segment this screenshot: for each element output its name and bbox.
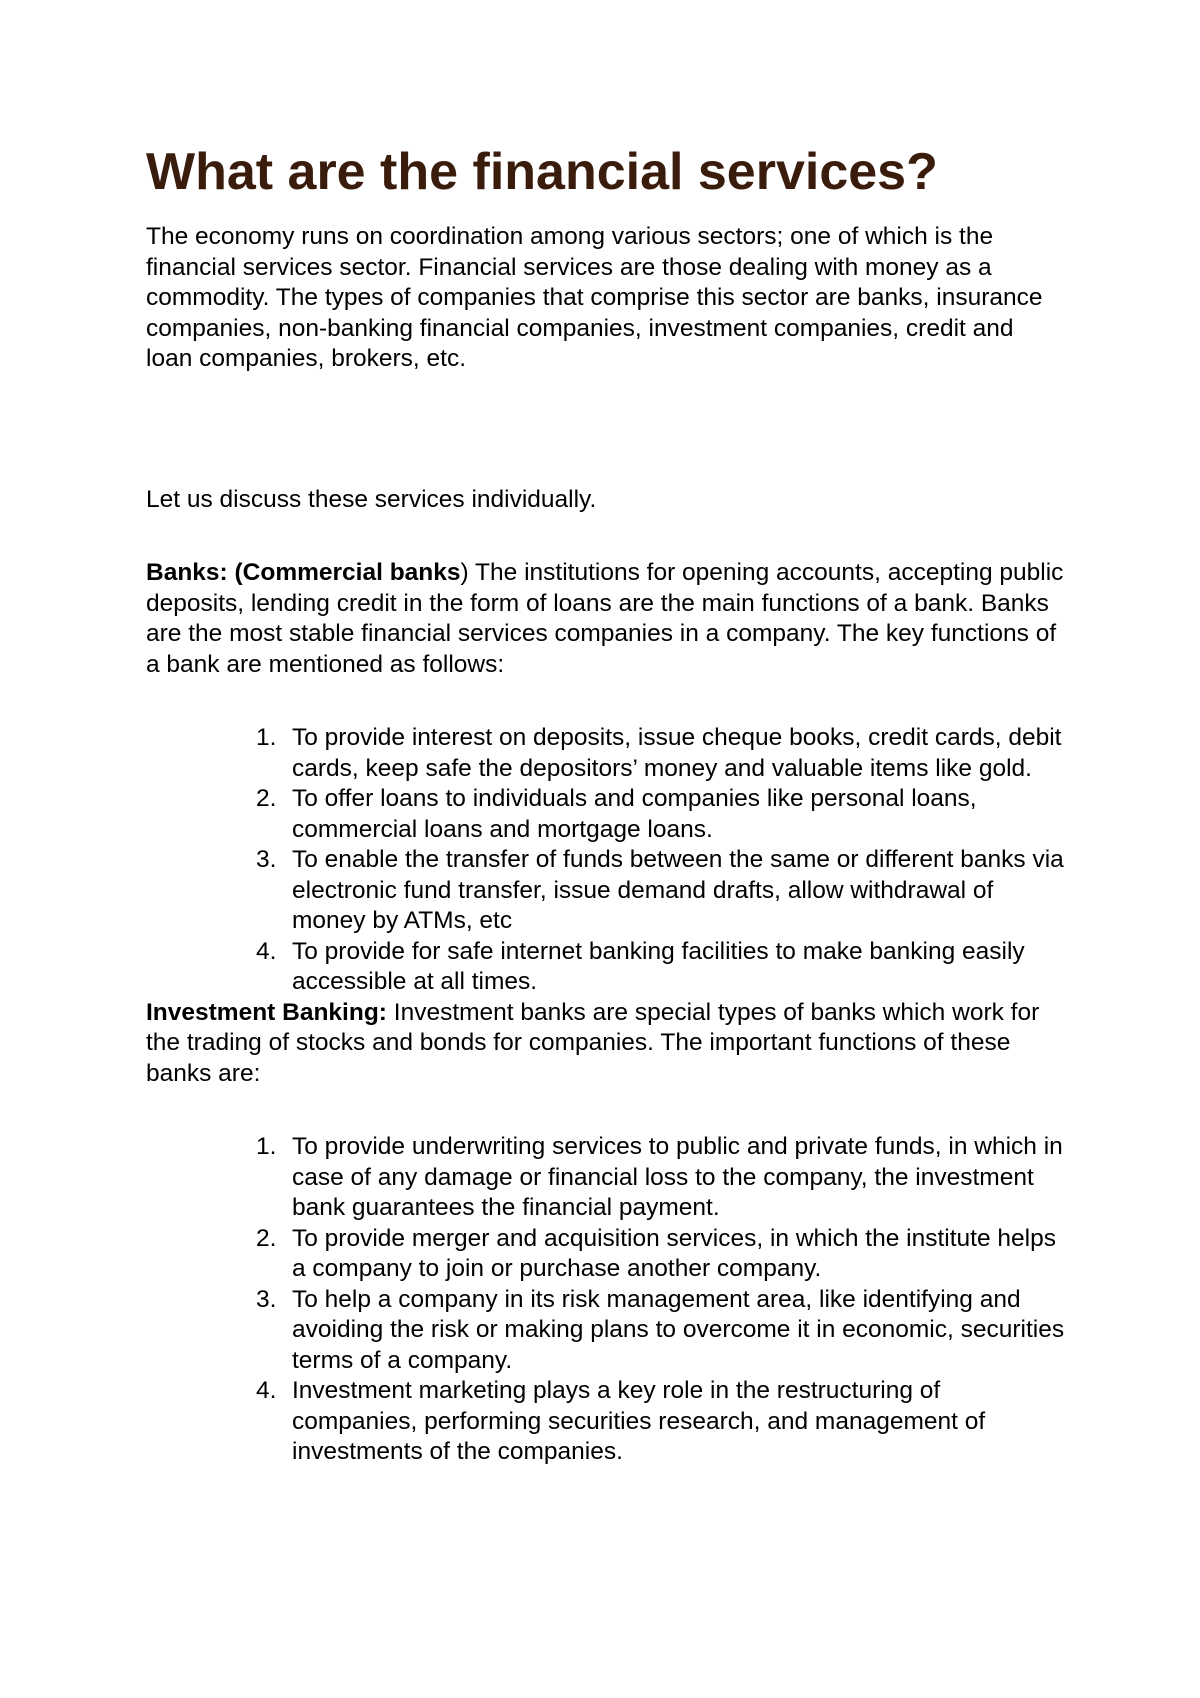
list-item-number: 2. [256,785,277,812]
list-item-number: 1. [256,724,277,751]
investment-paragraph [146,998,1066,1090]
list-item-number: 1. [256,1133,277,1160]
list-item-number: 3. [256,846,277,873]
list-item-text: To help a company in its risk management area, like identifying and avoiding the risk or making plans to overcome it in economic, securities terms of a company. [292,1285,1065,1374]
document-body [146,140,1066,1468]
investment-text: Investment banks are special types of banks which work for the trading of stocks and bonds for companies. The important functions of these banks are: [146,998,1040,1087]
list-item-text: To offer loans to individuals and companies like personal loans, commercial loans and mortgage loans. [292,785,977,843]
document-title: What are the financial services? [146,143,938,201]
list-item [146,937,1066,998]
list-item-number: 3. [256,1285,277,1313]
list-item [146,1132,1066,1224]
discuss-paragraph: Let us discuss these services individually. [146,485,597,513]
list-item-text: To provide for safe internet banking facilities to make banking easily accessible at all times. [292,937,1025,995]
banks-paragraph [146,558,1066,680]
list-item-text: To provide merger and acquisition services, in which the institute helps a company to join or purchase another company. [292,1224,1056,1282]
list-item [146,1376,1066,1468]
list-item-number: 4. [256,937,277,965]
list-item-number: 2. [256,1224,277,1252]
banks-text: ) The institutions for opening accounts, accepting public deposits, lending credit in the form of loans are the main functions of a bank. Banks are the most stable financial services companies in a company. The key functions of a bank are mentioned as follows: [146,559,1064,678]
list-item [146,784,1066,845]
list-item-text: To enable the transfer of funds between the same or different banks via electronic fund transfer, issue demand drafts, allow withdrawal of money by ATMs, etc [292,846,1064,934]
banks-functions-list [146,723,1066,998]
list-item [146,845,1066,937]
list-item [146,1285,1066,1377]
intro-paragraph: The economy runs on coordination among various sectors; one of which is the financial services sector. Financial services are those dealing with money as a commodity. The types of companies that comprise this sector are banks, insurance companies, non-banking financial companies, investment companies, credit and loan companies, brokers, etc. [146,223,1043,372]
list-item-text: To provide underwriting services to public and private funds, in which in case of any damage or financial loss to the company, the investment bank guarantees the financial payment. [292,1133,1063,1221]
list-item-number: 4. [256,1377,277,1404]
investment-functions-list [146,1132,1066,1468]
banks-term: Banks: (Commercial banks [146,559,461,586]
list-item-text: To provide interest on deposits, issue cheque books, credit cards, debit cards, keep safe the depositors’ money and valuable items like gold. [292,724,1062,782]
investment-term: Investment Banking: [146,998,387,1026]
list-item [146,723,1066,784]
list-item [146,1224,1066,1285]
list-item-text: Investment marketing plays a key role in the restructuring of companies, performing securities research, and management of investments of the companies. [292,1377,986,1465]
